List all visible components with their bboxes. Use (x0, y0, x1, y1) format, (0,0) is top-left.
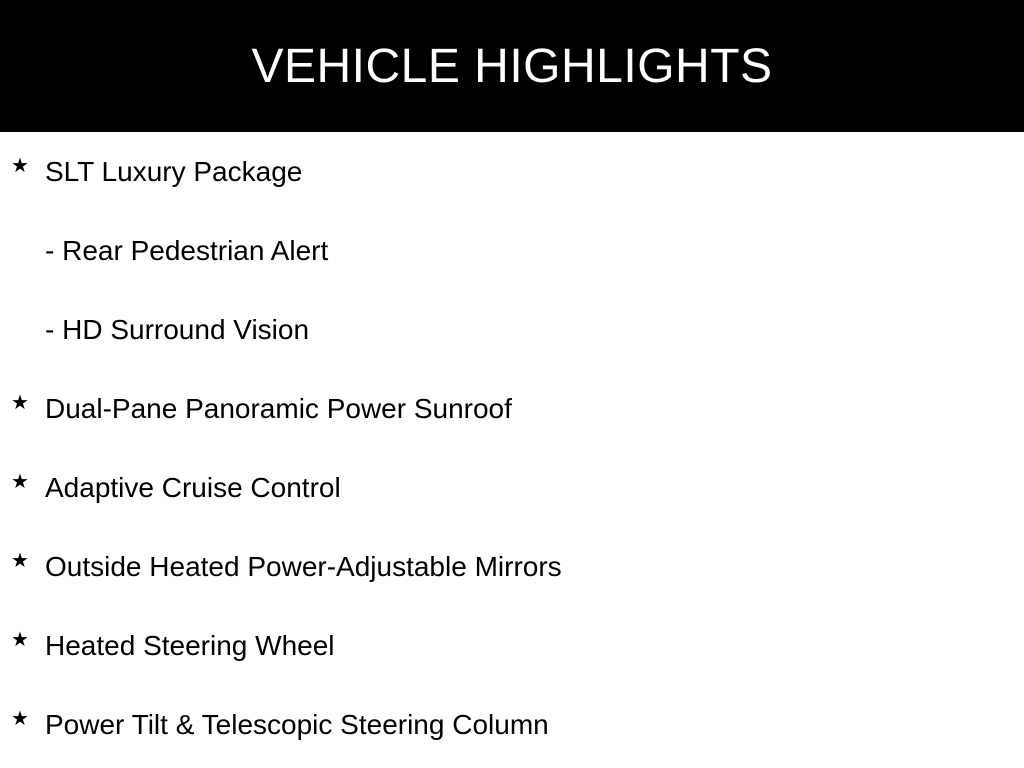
page-title: VEHICLE HIGHLIGHTS (251, 39, 773, 93)
header-banner (0, 0, 1024, 132)
list-item-text: Adaptive Cruise Control (45, 472, 341, 503)
list-item-text: Dual-Pane Panoramic Power Sunroof (45, 393, 512, 424)
star-icon: ★ (11, 392, 29, 414)
list-item (0, 152, 1024, 192)
list-item-text: Power Tilt & Telescopic Steering Column (45, 709, 549, 740)
list-item (0, 626, 1024, 666)
list-item-text: Heated Steering Wheel (45, 630, 335, 661)
list-item (0, 468, 1024, 508)
list-item (0, 231, 1024, 271)
star-icon: ★ (11, 629, 29, 651)
star-icon: ★ (11, 550, 29, 572)
list-item (0, 705, 1024, 745)
list-item (0, 310, 1024, 350)
list-item-text: - Rear Pedestrian Alert (45, 235, 329, 266)
list-item-text: Outside Heated Power-Adjustable Mirrors (45, 551, 562, 582)
list-item-text: SLT Luxury Package (45, 156, 303, 187)
star-icon: ★ (11, 471, 29, 493)
star-icon: ★ (11, 155, 29, 177)
list-item (0, 389, 1024, 429)
list-item (0, 547, 1024, 587)
star-icon: ★ (11, 708, 29, 730)
list-item-text: - HD Surround Vision (45, 314, 310, 345)
